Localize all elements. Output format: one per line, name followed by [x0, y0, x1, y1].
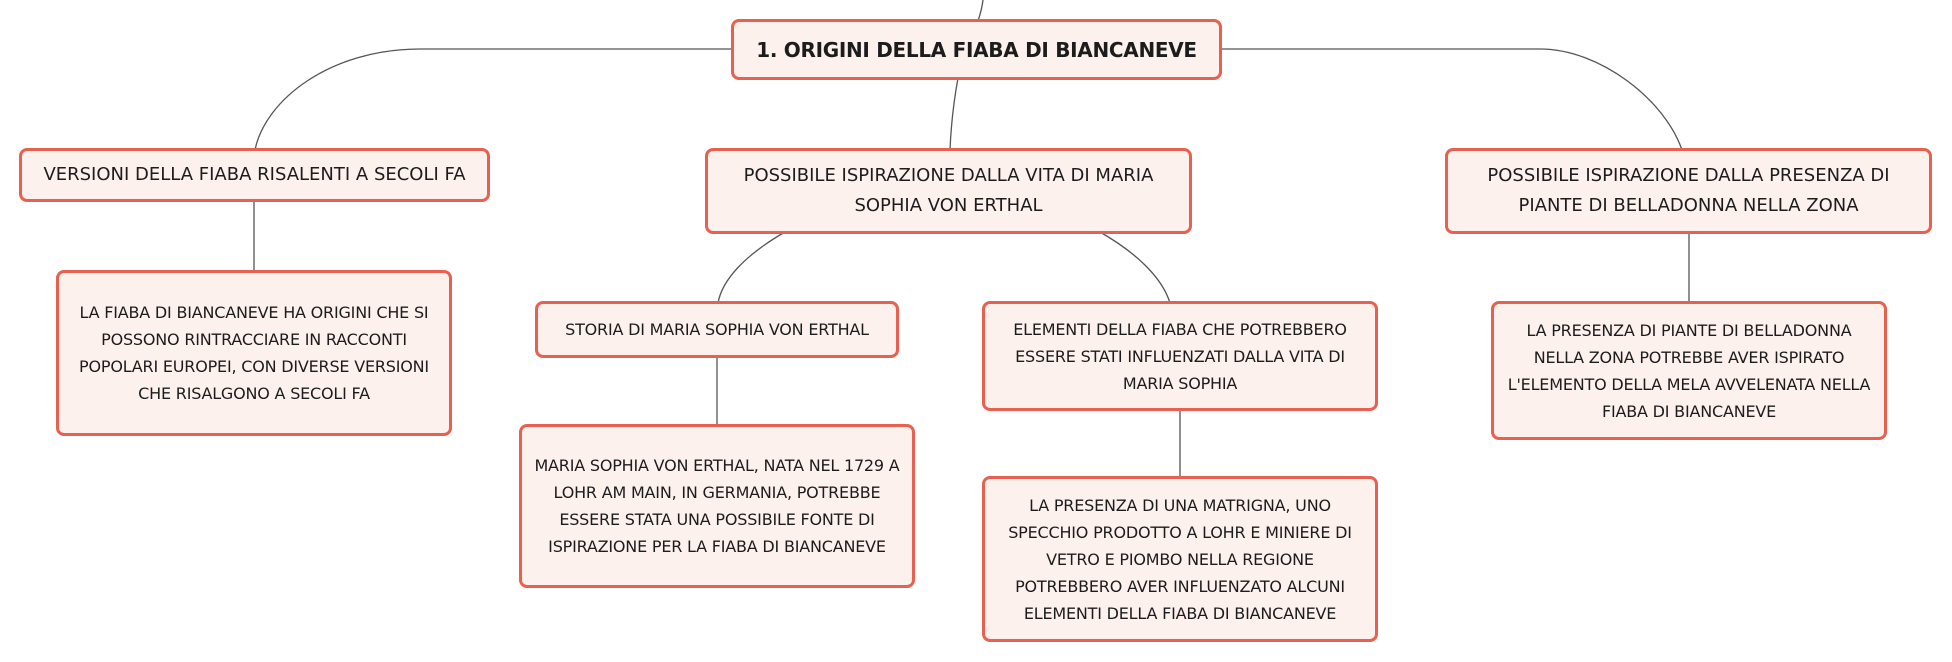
connector-root-to-belladonna [1220, 49, 1682, 150]
subtopic-node-label: ELEMENTI DELLA FIABA CHE POTREBBERO ESSERE STATI INFLUENZATI DALLA VITA DI MARIA SOPHIA [1013, 319, 1347, 393]
topic-node-versioni[interactable] [19, 148, 490, 202]
leaf-node-belladonna[interactable] [1491, 301, 1887, 440]
leaf-node-label: LA PRESENZA DI PIANTE DI BELLADONNA NELLA ZONA POTREBBE AVER ISPIRATO L'ELEMENTO DELLA MELA AVVELENATA NELLA FIABA DI BIANCANEVE [1507, 320, 1871, 421]
topic-node-maria-sophia[interactable] [705, 148, 1192, 234]
leaf-node-label: LA PRESENZA DI UNA MATRIGNA, UNO SPECCHIO PRODOTTO A LOHR E MINIERE DI VETRO E PIOMBO NELLA REGIONE POTREBBERO AVER INFLUENZATO ALCUNI ELEMENTI DELLA FIABA DI BIANCANEVE [1008, 495, 1352, 623]
leaf-node-versioni[interactable] [56, 270, 452, 436]
connector-maria-to-storia [718, 232, 785, 303]
subtopic-node-label: STORIA DI MARIA SOPHIA VON ERTHAL [565, 320, 869, 339]
connector-root-top [978, 0, 983, 21]
subtopic-node-elementi[interactable] [982, 301, 1378, 411]
leaf-node-label: MARIA SOPHIA VON ERTHAL, NATA NEL 1729 A LOHR AM MAIN, IN GERMANIA, POTREBBE ESSERE STATA UNA POSSIBILE FONTE DI ISPIRAZIONE PER LA FIABA DI BIANCANEVE [534, 456, 900, 556]
topic-node-belladonna[interactable] [1445, 148, 1932, 234]
topic-node-label: POSSIBILE ISPIRAZIONE DALLA PRESENZA DI PIANTE DI BELLADONNA NELLA ZONA [1487, 165, 1890, 216]
root-node-label: 1. ORIGINI DELLA FIABA DI BIANCANEVE [756, 37, 1197, 62]
connector-maria-to-elementi [1100, 232, 1170, 303]
topic-node-label: POSSIBILE ISPIRAZIONE DALLA VITA DI MARIA SOPHIA VON ERTHAL [743, 165, 1154, 216]
leaf-node-label: LA FIABA DI BIANCANEVE HA ORIGINI CHE SI POSSONO RINTRACCIARE IN RACCONTI POPOLARI EUROPEI, CON DIVERSE VERSIONI CHE RISALGONO A SECOLI FA [79, 303, 429, 403]
root-node[interactable] [731, 19, 1222, 80]
connector-root-to-maria [950, 78, 958, 150]
leaf-node-matrigna[interactable] [982, 476, 1378, 642]
topic-node-label: VERSIONI DELLA FIABA RISALENTI A SECOLI FA [43, 164, 466, 185]
subtopic-node-storia[interactable] [535, 301, 899, 358]
connector-root-to-versioni [255, 49, 733, 150]
leaf-node-maria-nata[interactable] [519, 424, 915, 588]
